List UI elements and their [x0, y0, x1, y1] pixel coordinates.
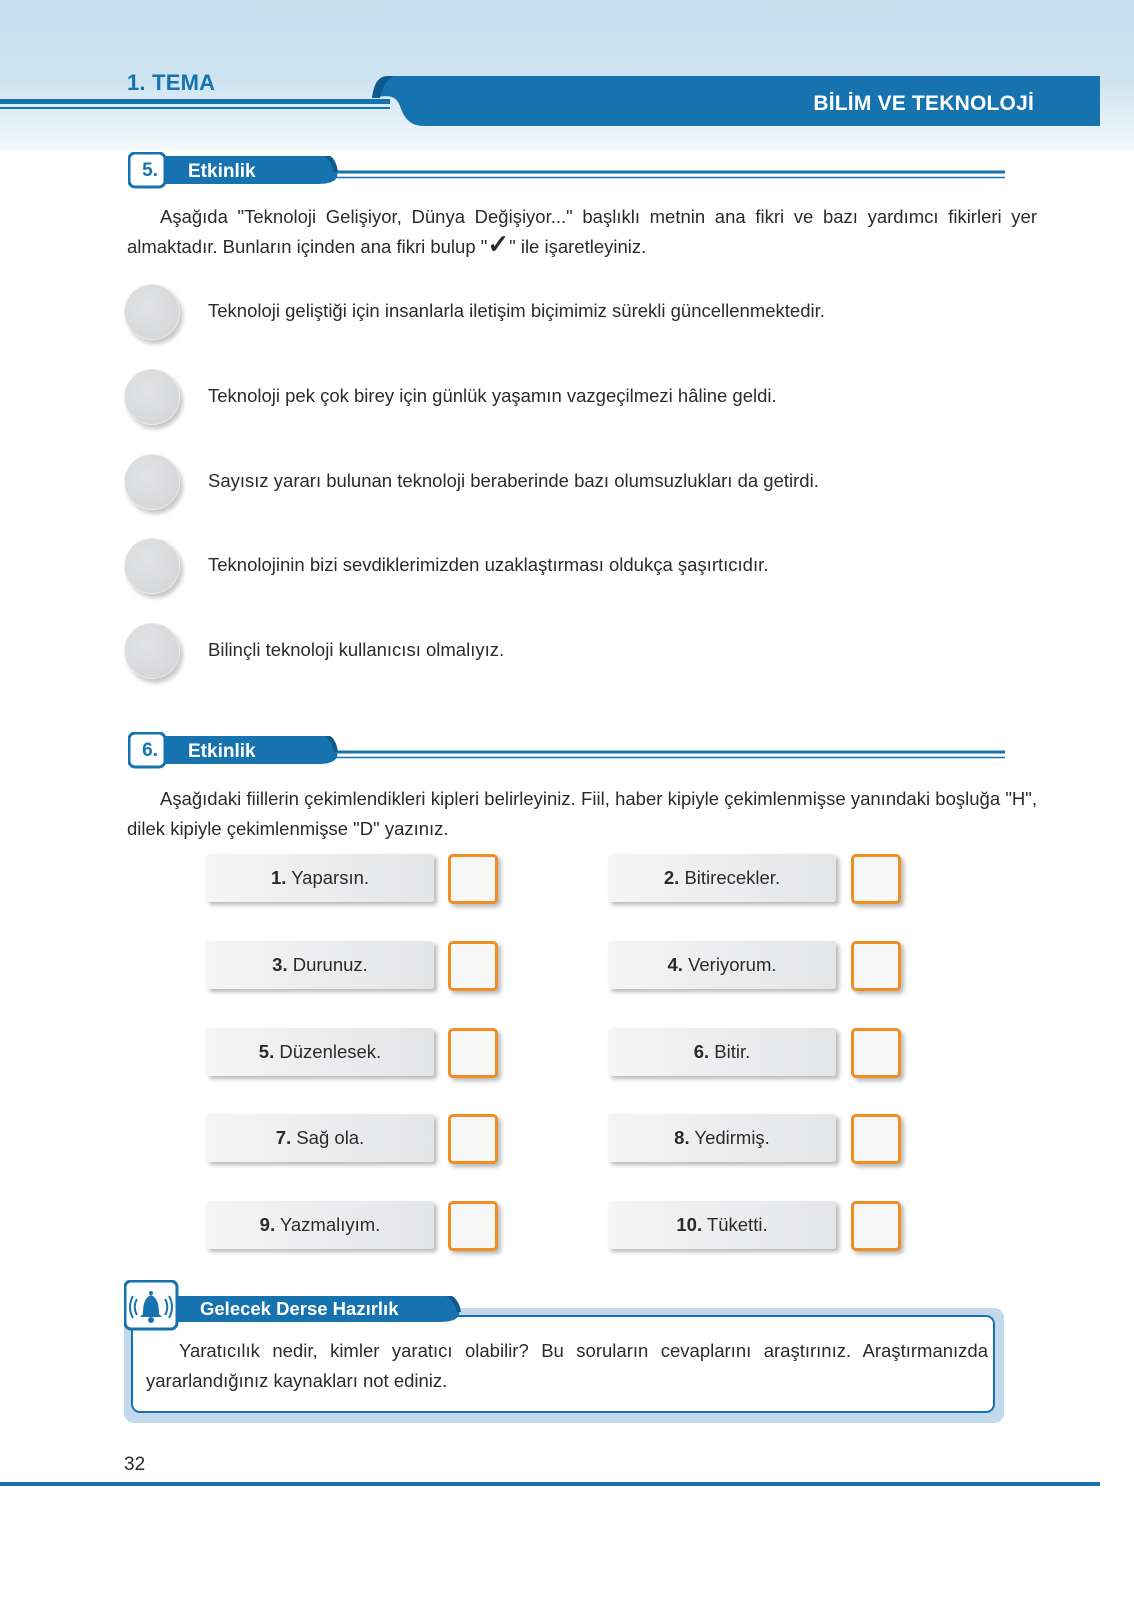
footer-rule: [0, 1482, 1100, 1486]
theme-title: BİLİM VE TEKNOLOJİ: [813, 92, 1034, 115]
option-3-checkbox[interactable]: [124, 454, 180, 510]
answer-box-4[interactable]: [851, 941, 901, 991]
answer-box-6[interactable]: [851, 1028, 901, 1078]
activity-6-instruction: Aşağıdaki fiillerin çekimlendikleri kipleri belirleyiniz. Fiil, haber kipiyle çekimlenmişse yanındaki boşluğa "H", dilek kipiyle çekimlenmişse "D" yazınız.: [127, 788, 1037, 839]
answer-box-7[interactable]: [448, 1114, 498, 1164]
theme-underline: [0, 99, 390, 104]
verb-item-4: 4. Veriyorum.: [608, 941, 836, 989]
page-number: 32: [124, 1454, 146, 1475]
verb-item-10: 10. Tüketti.: [608, 1201, 836, 1249]
activity-6-title: Etkinlik: [188, 741, 256, 762]
activity-5-title: Etkinlik: [188, 161, 256, 182]
activity-5-header: [128, 152, 1036, 192]
activity-5-number: 5.: [142, 160, 158, 181]
option-2-text: Teknoloji pek çok birey için günlük yaşamın vazgeçilmezi hâline geldi.: [208, 385, 777, 406]
theme-underline-thin: [0, 107, 390, 109]
option-1-text: Teknoloji geliştiği için insanlarla iletişim biçimimiz sürekli güncellenmektedir.: [208, 300, 825, 321]
option-4-checkbox[interactable]: [124, 538, 180, 594]
activity-5-header-shape: [128, 152, 1036, 192]
option-2: [124, 369, 1024, 429]
option-5-checkbox[interactable]: [124, 623, 180, 679]
verb-item-5: 5. Düzenlesek.: [206, 1028, 434, 1076]
verb-item-7: 7. Sağ ola.: [206, 1114, 434, 1162]
verb-item-8: 8. Yedirmiş.: [608, 1114, 836, 1162]
answer-box-5[interactable]: [448, 1028, 498, 1078]
option-1-checkbox[interactable]: [124, 284, 180, 340]
answer-box-1[interactable]: [448, 854, 498, 904]
option-4-text: Teknolojinin bizi sevdiklerimizden uzaklaştırması oldukça şaşırtıcıdır.: [208, 554, 769, 575]
option-3-text: Sayısız yararı bulunan teknoloji beraberinde bazı olumsuzlukları da getirdi.: [208, 470, 819, 491]
theme-label: 1. TEMA: [127, 70, 216, 95]
answer-box-10[interactable]: [851, 1201, 901, 1251]
activity-5-instruction: Aşağıda "Teknoloji Gelişiyor, Dünya Değişiyor..." başlıklı metnin ana fikri ve bazı yardımcı fikirleri yer almaktadır. Bunların içinden ana fikri bulup "✓" ile işaretleyiniz.: [127, 206, 1037, 259]
activity-6-number: 6.: [142, 740, 158, 761]
verb-item-3: 3. Durunuz.: [206, 941, 434, 989]
check-mark-icon: ✓: [487, 229, 510, 259]
next-lesson-box: [124, 1280, 1004, 1423]
verb-item-2: 2. Bitirecekler.: [608, 854, 836, 902]
option-5-text: Bilinçli teknoloji kullanıcısı olmalıyız.: [208, 639, 505, 660]
option-4: [124, 538, 1024, 598]
option-3: [124, 454, 1024, 514]
answer-box-8[interactable]: [851, 1114, 901, 1164]
activity-6-header: [128, 732, 1036, 772]
activity-6-header-shape: [128, 732, 1036, 772]
verb-item-1: 1. Yaparsın.: [206, 854, 434, 902]
option-5: [124, 623, 1024, 683]
option-1: [124, 284, 1024, 344]
answer-box-2[interactable]: [851, 854, 901, 904]
answer-box-9[interactable]: [448, 1201, 498, 1251]
verb-item-6: 6. Bitir.: [608, 1028, 836, 1076]
next-lesson-title: Gelecek Derse Hazırlık: [200, 1298, 399, 1319]
answer-box-3[interactable]: [448, 941, 498, 991]
next-lesson-text: Yaratıcılık nedir, kimler yaratıcı olabilir? Bu soruların cevaplarını araştırınız. Araştırmanızda yararlandığınız kaynakları not ediniz.: [146, 1340, 988, 1391]
option-2-checkbox[interactable]: [124, 369, 180, 425]
verb-item-9: 9. Yazmalıyım.: [206, 1201, 434, 1249]
